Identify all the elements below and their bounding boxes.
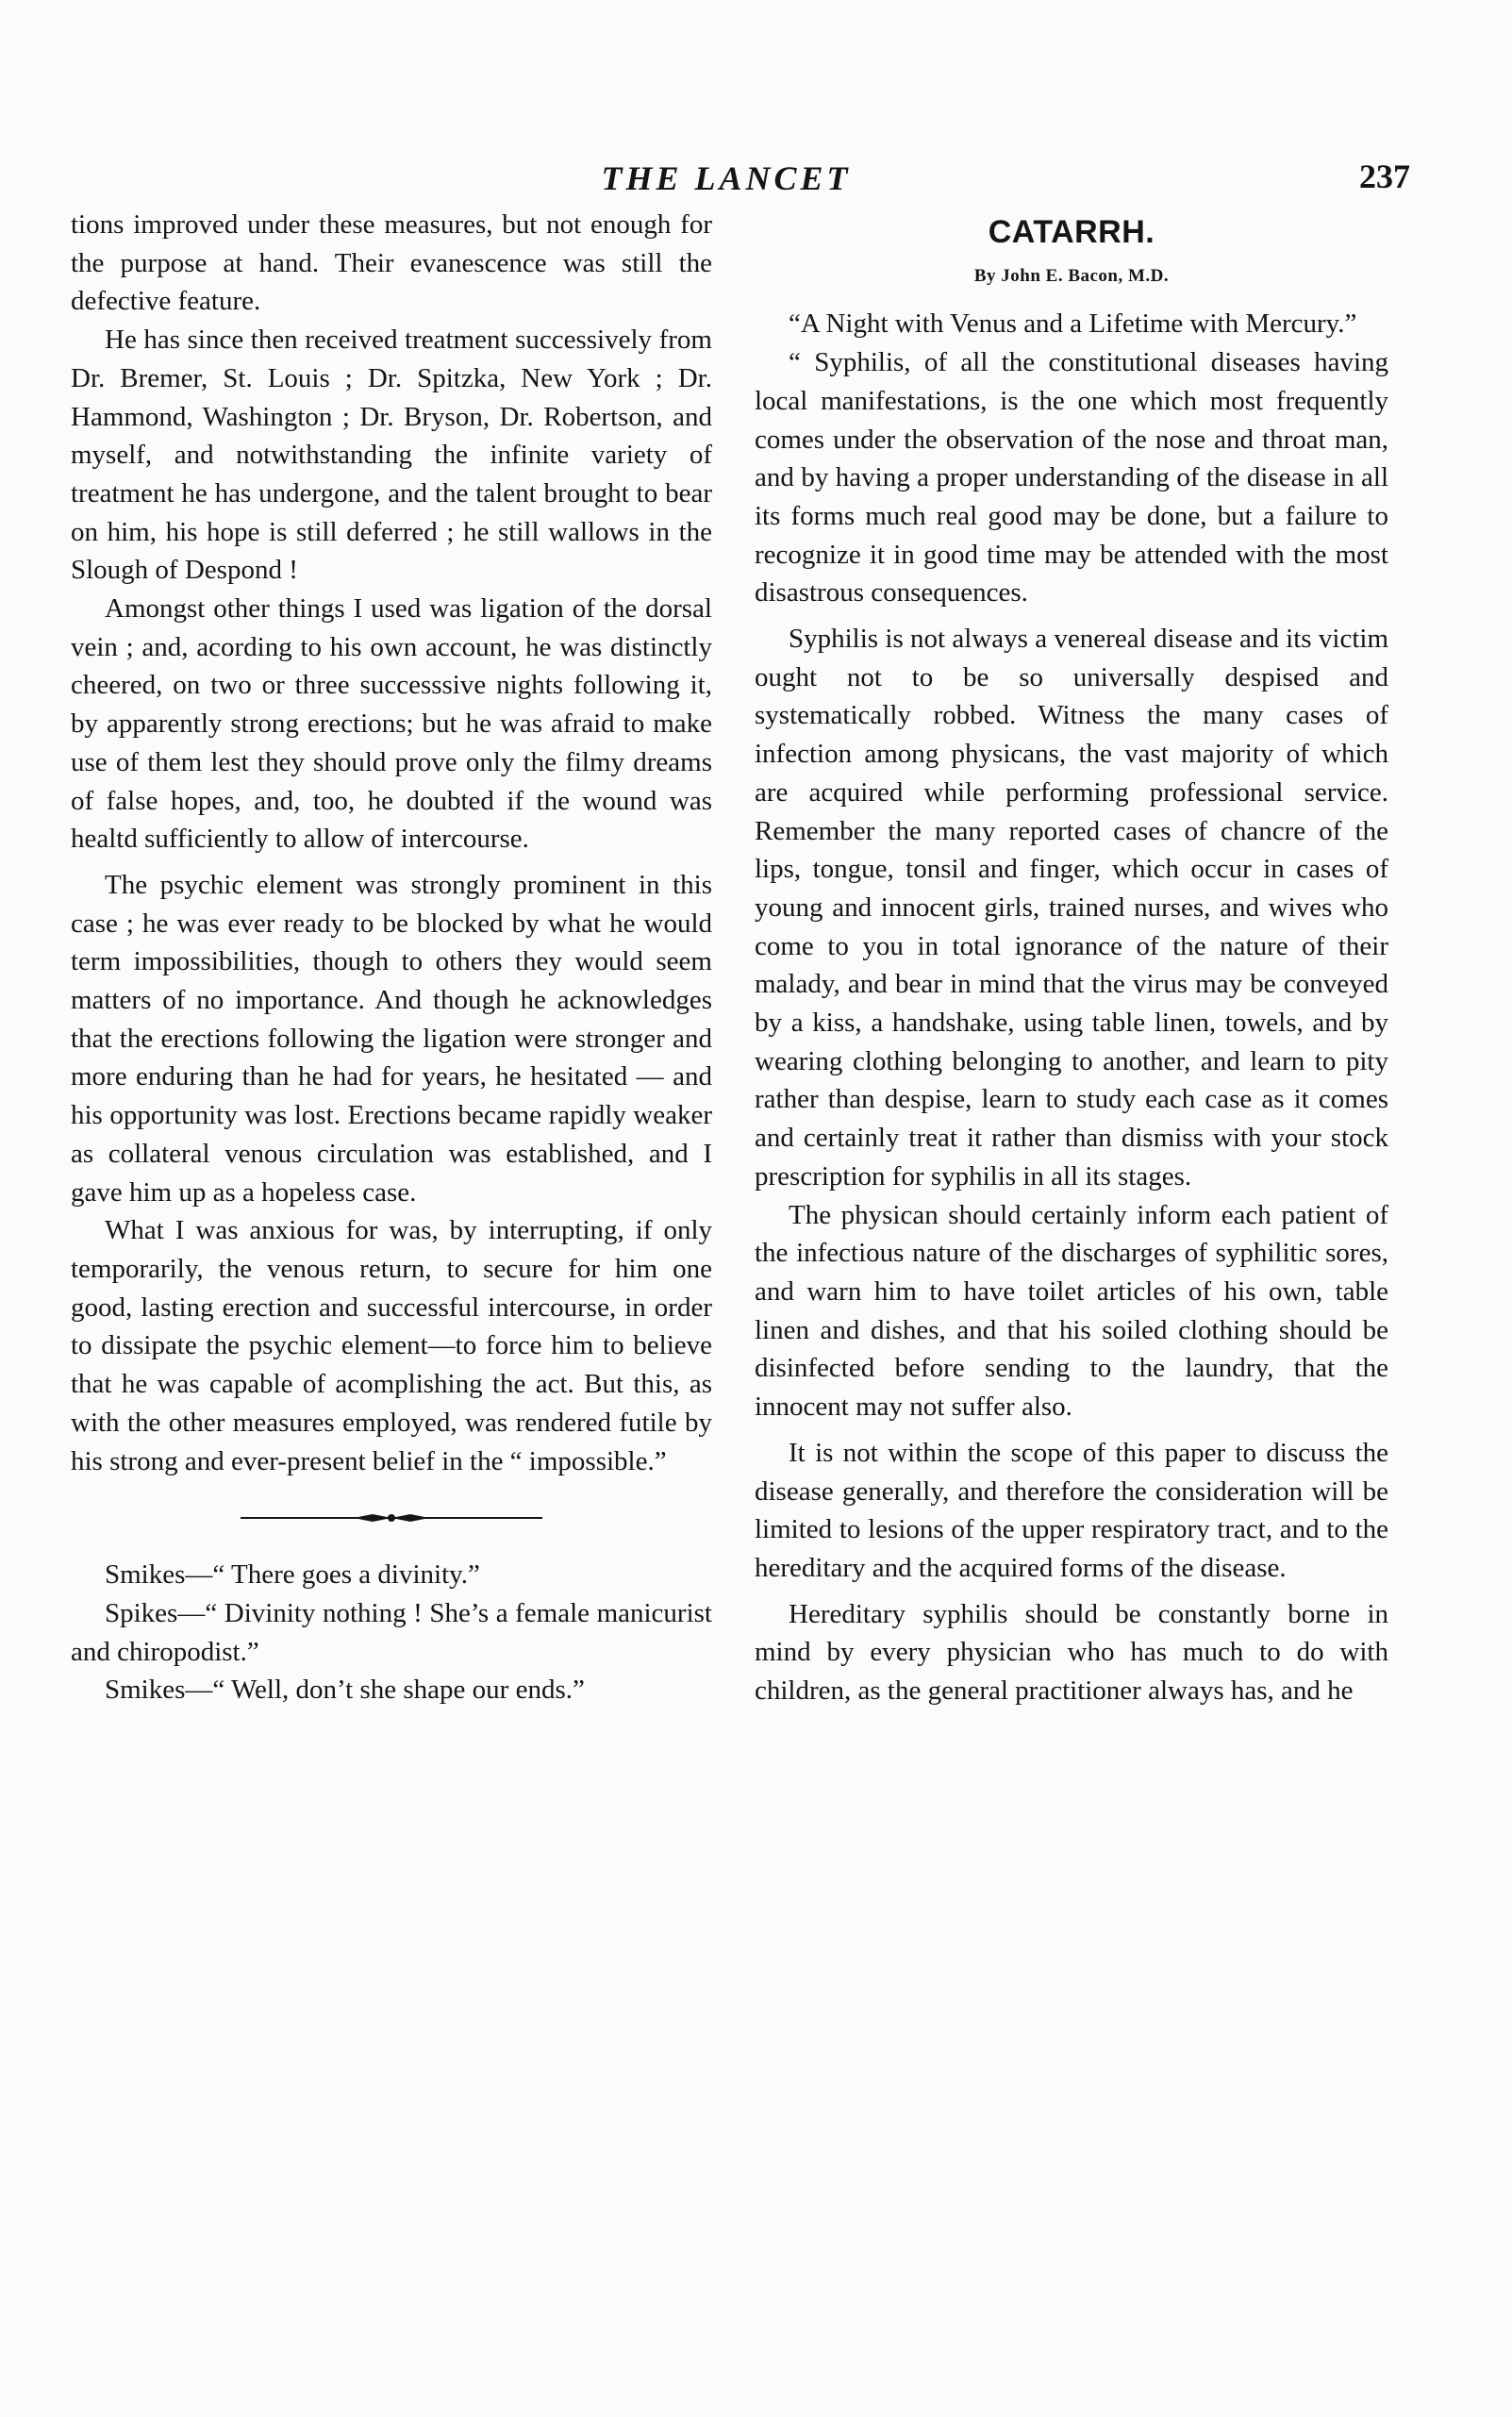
right-column [755, 206, 1388, 1710]
dialogue-line: Spikes—“ Divinity nothing ! She’s a female manicurist and chiropodist.” [71, 1597, 712, 1667]
running-title: THE LANCET [601, 159, 852, 197]
paragraph: The physican should certainly inform each patient of the infectious nature of the discharges of syphilitic sores, and warn him to have toilet articles of his own, table linen and dishes, and that his soiled clothing should be disinfected before sending to the laundry, that the innocent may not suffer also. [755, 1199, 1388, 1423]
paragraph: It is not within the scope of this paper to discuss the disease generally, and therefore the consideration will be limited to lesions of the upper respiratory tract, and to the hereditary and the acquired forms of the disease. [755, 1437, 1388, 1583]
separator-rule-icon [241, 1512, 542, 1524]
paragraph: What I was anxious for was, by interrupting, if only temporarily, the venous return, to secure for him one good, lasting erection and successful intercourse, in order to dissipate the psychic element—to force him to believe that he was capable of acomplishing the act. But this, as with the other measures employed, was rendered futile by his strong and ever-present belief in the “ impossible.” [71, 1215, 712, 1476]
paragraph: Amongst other things I used was ligation of the dorsal vein ; and, acording to his own account, he was distinctly cheered, on two or three successsive nights following it, by apparently strong erections; but he was afraid to make use of them lest they should prove only the filmy dreams of false hopes, and, too, he doubted if the wound was healtd sufficiently to allow of intercourse. [71, 593, 712, 855]
paragraph: “ Syphilis, of all the constitutional diseases having local manifestations, is the one which most frequently comes under the observation of the nose and throat man, and by having a proper understanding of the disease in all its forms much real good may be done, but a failure to recognize it in good time may be attended with the most disastrous consequences. [755, 347, 1388, 608]
epigraph: “A Night with Venus and a Lifetime with Mercury.” [789, 308, 1357, 340]
paragraph: Hereditary syphilis should be constantly borne in mind by every physician who has much to do with children, as the general practitioner always has, and he [755, 1598, 1388, 1707]
left-column [71, 206, 712, 1709]
article-title: CATARRH. [988, 214, 1155, 250]
section-separator [241, 1512, 542, 1524]
article-byline: By John E. Bacon, M.D. [973, 265, 1170, 286]
paragraph: The psychic element was strongly prominent in this case ; he was ever ready to be blocked by what he would term impossibilities, though to others they would seem matters of no importance. And though he acknowledges that the erections following the ligation were stronger and more enduring than he had for years, he hesitated — and his opportunity was lost. Erections became rapidly weaker as collateral venous circulation was established, and I gave him up as a hopeless case. [71, 869, 712, 1208]
dialogue-line: Smikes—“ There goes a divinity.” [105, 1559, 480, 1591]
paragraph: Syphilis is not always a venereal disease and its victim ought not to be so universally despised and systematically robbed. Witness the many cases of infection among physicans, the vast majority of which are acquired while performing professional service. Remember the many reported cases of chancre of the lips, tongue, tonsil and finger, which occur in cases of young and innocent girls, trained nurses, and wives who come to you in total ignorance of the nature of their malady, and bear in mind that the virus may be conveyed by a kiss, a handshake, using table linen, towels, and by wearing clothing belonging to another, and learn to pity rather than despise, learn to study each case as it comes and certainly treat it rather than dismiss with your stock prescription for syphilis in all its stages. [755, 624, 1388, 1192]
paragraph: He has since then received treatment successively from Dr. Bremer, St. Louis ; Dr. Spitzka, New York ; Dr. Hammond, Washington ; Dr. Bryson, Dr. Robertson, and myself, and notwithstanding the infinite variety of treatment he has undergone, and the talent brought to bear on him, his hope is still deferred ; he still wallows in the Slough of Despond ! [71, 325, 712, 586]
paragraph: tions improved under these measures, but not enough for the purpose at hand. Their evanescence was still the defective feature. [71, 209, 712, 317]
dialogue-line: Smikes—“ Well, don’t she shape our ends.” [105, 1675, 585, 1706]
page-number: 237 [1359, 158, 1410, 195]
